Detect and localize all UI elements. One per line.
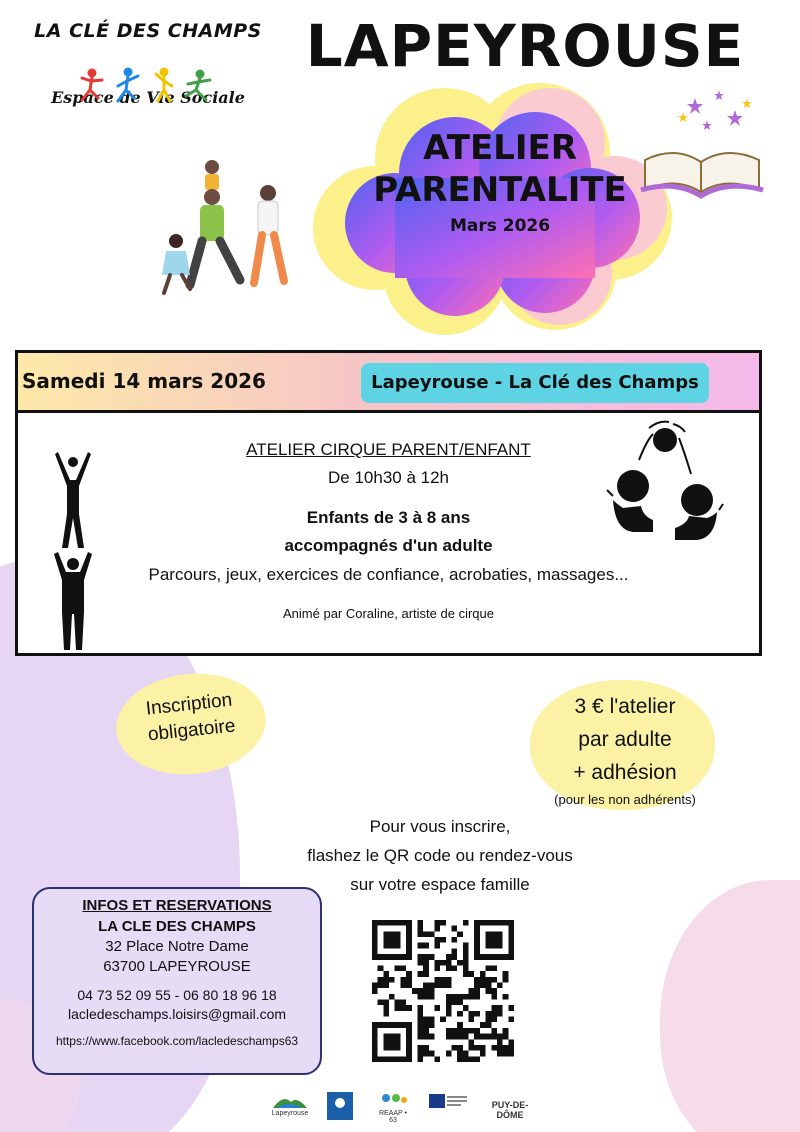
- partner-logo-caf: [325, 1092, 355, 1122]
- price-line1: 3 € l'atelier: [574, 695, 676, 718]
- info-phones: 04 73 52 09 55 - 06 80 18 96 18: [77, 987, 277, 1003]
- cloud-date: Mars 2026: [449, 216, 551, 236]
- price-line2: par adulte: [578, 728, 672, 751]
- price-text: [530, 690, 720, 789]
- atelier-animator: Animé par Coraline, artiste de cirque: [283, 606, 494, 621]
- partner-logo-reaap: [375, 1092, 411, 1122]
- inscription-line1: Inscription: [144, 689, 234, 720]
- cloud-text: [355, 128, 645, 236]
- atelier-description: Parcours, jeux, exercices de confiance, acrobaties, massages...: [148, 565, 629, 584]
- price-note: (pour les non adhérents): [554, 792, 696, 807]
- logo: [18, 20, 278, 150]
- register-line3: sur votre espace famille: [350, 875, 530, 894]
- cloud-title-line1: ATELIER: [423, 128, 577, 168]
- partner-logo-lapeyrouse: [270, 1092, 310, 1122]
- family-illustration-icon: [150, 155, 300, 300]
- background-blob-right: [660, 880, 800, 1132]
- info-email-link[interactable]: lacledeschamps.loisirs@gmail.com: [67, 1006, 287, 1022]
- cloud-title-line2: PARENTALITE: [373, 170, 627, 210]
- info-address2: 63700 LAPEYROUSE: [103, 958, 251, 975]
- atelier-time: De 10h30 à 12h: [328, 468, 449, 487]
- register-line1: Pour vous inscrire,: [369, 817, 511, 836]
- price-line3: + adhésion: [573, 761, 677, 784]
- info-address1: 32 Place Notre Dame: [105, 938, 249, 955]
- town-title: LAPEYROUSE: [305, 12, 745, 80]
- atelier-age: Enfants de 3 à 8 ans: [306, 508, 471, 527]
- partner-name-2: REAAP • 63: [379, 1110, 407, 1124]
- event-place-badge: Lapeyrouse - La Clé des Champs: [361, 363, 709, 403]
- reaap-icon: [378, 1092, 408, 1108]
- event-date: Samedi 14 mars 2026: [22, 369, 266, 393]
- running-figures-icon: [78, 66, 218, 106]
- inscription-line2: obligatoire: [146, 715, 237, 746]
- register-instructions: [270, 812, 610, 899]
- qr-code-icon[interactable]: [372, 920, 514, 1062]
- register-line2: flashez le QR code ou rendez-vous: [307, 846, 573, 865]
- facebook-link[interactable]: https://www.facebook.com/lacledeschamps63: [55, 1034, 299, 1048]
- msa-icon: [429, 1092, 467, 1110]
- partner-name-0: Lapeyrouse: [271, 1110, 309, 1117]
- open-book-icon: [635, 90, 770, 200]
- atelier-title: ATELIER CIRQUE PARENT/ENFANT: [246, 440, 531, 459]
- atelier-accompanied: accompagnés d'un adulte: [284, 536, 493, 555]
- event-body: [18, 416, 759, 653]
- info-title: INFOS ET RESERVATIONS: [82, 897, 272, 914]
- partner-logos: [270, 1092, 550, 1124]
- partner-logo-msa: [428, 1092, 468, 1122]
- juggling-hands-icon: [603, 420, 728, 540]
- info-org: LA CLE DES CHAMPS: [98, 918, 256, 935]
- logo-title: LA CLÉ DES CHAMPS: [34, 20, 262, 42]
- partner-logo-puy-de-dome: PUY-DE-DÔME: [491, 1100, 529, 1120]
- event-box: [15, 350, 762, 656]
- hills-icon: [273, 1092, 307, 1108]
- caf-icon: [327, 1092, 353, 1120]
- info-box: [32, 887, 322, 1075]
- event-header: [18, 353, 759, 413]
- logo-subtitle: Espace de Vie Sociale: [51, 88, 245, 107]
